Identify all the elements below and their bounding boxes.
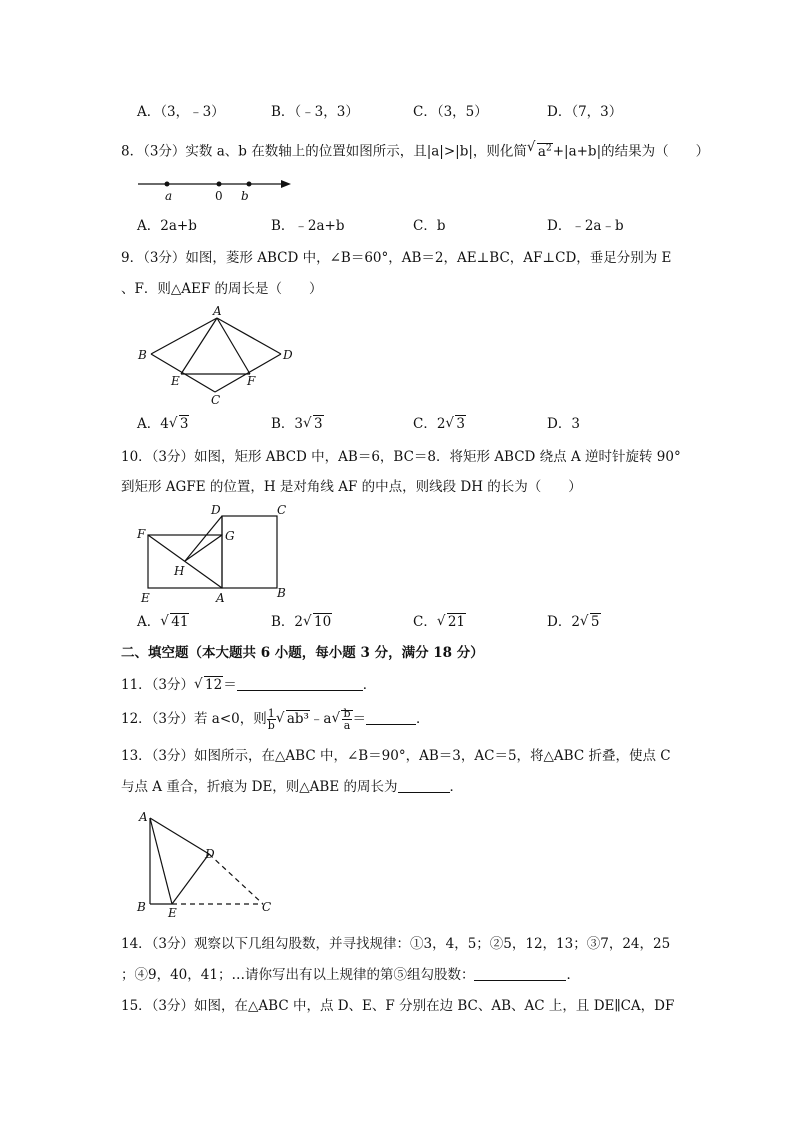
- q9-label-C: C: [211, 393, 221, 407]
- q13-line1: 13．（3分）如图所示，在△ABC 中，∠B＝90°，AB＝3，AC＝5，将△ABC 折叠，使点 C: [121, 748, 671, 764]
- q9-option-d: D．3: [547, 416, 580, 432]
- q8-option-c: C．b: [413, 218, 446, 234]
- q10-label-E: E: [141, 591, 150, 605]
- q12-middle: ﹣a: [309, 711, 332, 727]
- q11-prefix: 11．（3分）: [121, 677, 195, 693]
- q9-option-b-coef: B．3: [271, 416, 304, 432]
- q9-line2: 、F．则△AEF 的周长是（ ）: [121, 281, 323, 297]
- q9-option-a-coef: A．4: [137, 416, 169, 432]
- q9-line1: 9．（3分）如图，菱形 ABCD 中，∠B＝60°，AB＝2，AE⊥BC，AF⊥CD，垂足分别为 E: [121, 250, 672, 266]
- q8-suffix: +|a+b|的结果为（ ）: [552, 143, 710, 160]
- q12-denominator-2: a: [343, 719, 351, 732]
- q10-line1: 10．（3分）如图，矩形 ABCD 中，AB＝6，BC＝8．将矩形 ABCD 绕点 A 逆时针旋转 90°: [121, 449, 681, 465]
- q10-label-A: A: [216, 591, 225, 605]
- q14-line1: 14．（3分）观察以下几组勾股数，并寻找规律：①3，4，5；②5，12，13；③7，24，25: [121, 936, 671, 952]
- q12-denominator: b: [267, 719, 275, 732]
- q10-option-c-sqrt: [437, 612, 466, 632]
- q10-option-c: [413, 612, 466, 632]
- q14-line2-text: ；④9，40，41；…请你写出有以上规律的第⑤组勾股数：: [121, 967, 475, 983]
- q13-label-A: A: [139, 810, 148, 824]
- q10-rectangle-figure: [135, 503, 295, 603]
- q12-sqrt-1: [276, 705, 310, 733]
- q10-option-a: [137, 612, 189, 632]
- q9-rhombus-figure: [136, 305, 296, 405]
- q14-end: ．: [566, 967, 580, 983]
- q13-answer-blank[interactable]: [398, 778, 450, 793]
- q10-label-H: H: [174, 564, 185, 578]
- q8-label-b: b: [241, 189, 249, 203]
- q12-prefix: 12．（3分）若 a<0，则: [121, 711, 267, 727]
- q11-equals: ＝: [223, 677, 237, 693]
- q9-option-a: [137, 414, 189, 434]
- q10-label-F: F: [137, 527, 146, 541]
- q10-label-D: D: [211, 503, 221, 517]
- q10-label-G: G: [225, 529, 235, 543]
- q11-end: ．: [362, 677, 377, 693]
- q10-option-a-radicand: 41: [171, 614, 189, 630]
- q10-line2: 到矩形 AGFE 的位置，H 是对角线 AF 的中点，则线段 DH 的长为（ ）: [121, 479, 582, 495]
- q12-sqrt-2: [331, 705, 352, 733]
- q9-option-a-sqrt: [169, 414, 190, 434]
- q9-option-b-radicand: 3: [314, 416, 323, 432]
- q10-option-b: [271, 612, 332, 632]
- q8-option-b: B．﹣2a+b: [271, 218, 345, 234]
- q15-line1: 15．（3分）如图，在△ABC 中，点 D、E、F 分别在边 BC、AB、AC 上，且 DE∥CA，DF: [121, 998, 675, 1014]
- q9-label-E: E: [171, 374, 180, 388]
- q13-line2-text: 与点 A 重合，折痕为 DE，则△ABE 的周长为: [121, 779, 398, 795]
- q10-option-c-label: C．: [413, 614, 437, 630]
- section-2-heading: 二、填空题（本大题共 6 小题，每小题 3 分，满分 18 分）: [121, 645, 484, 661]
- q10-option-a-label: A．: [137, 614, 161, 630]
- q10-option-a-sqrt: [160, 612, 189, 632]
- q9-option-c-radicand: 3: [456, 416, 466, 432]
- q13-triangle-figure: [135, 808, 285, 918]
- q12: [121, 705, 430, 733]
- q10-option-c-radicand: 21: [447, 614, 466, 630]
- q9-label-F: F: [247, 374, 256, 388]
- q10-option-d-sqrt: [580, 612, 601, 632]
- q9-label-A: A: [213, 304, 222, 318]
- q10-option-b-sqrt: [303, 612, 332, 632]
- q10-label-C: C: [277, 503, 287, 517]
- q7-option-c: C．（3，5）: [413, 104, 488, 120]
- q8-stem: [121, 138, 709, 162]
- q12-answer-blank[interactable]: [366, 710, 416, 725]
- q13-label-D: D: [205, 847, 215, 861]
- q9-option-c-sqrt: [445, 414, 466, 434]
- q14-answer-blank[interactable]: [474, 966, 566, 981]
- q12-fraction: [267, 708, 276, 731]
- q11-answer-blank[interactable]: [237, 676, 363, 691]
- q10-option-d: [547, 612, 601, 632]
- q8-sqrt: [527, 138, 553, 162]
- q12-equals: ＝: [352, 711, 367, 727]
- q13-label-E: E: [168, 906, 177, 920]
- q11-sqrt: [194, 675, 223, 695]
- q9-label-B: B: [138, 348, 147, 362]
- q14-line2: [121, 965, 580, 985]
- q8-prefix: 8．（3分）实数 a、b 在数轴上的位置如图所示，且|a|>|b|，则化简: [121, 143, 527, 160]
- q12-end: ．: [416, 711, 430, 727]
- q9-option-b: [271, 414, 324, 434]
- q7-option-b: B．（﹣3，3）: [271, 104, 359, 120]
- q10-label-B: B: [277, 586, 286, 600]
- q8-exponent: 2: [545, 143, 552, 153]
- q8-radicand: a: [537, 143, 546, 160]
- q12-numerator-2: √ b: [343, 707, 351, 720]
- q12-numerator: 1: [267, 707, 275, 720]
- q7-option-a: A．（3，﹣3）: [137, 104, 225, 120]
- q13-label-B: B: [137, 900, 146, 914]
- q8-label-0: 0: [215, 189, 223, 203]
- q8-number-line: [135, 173, 295, 203]
- q8-option-a: A．2a+b: [137, 218, 197, 234]
- q11-radicand: 12: [205, 677, 223, 693]
- q8-option-d: D．﹣2a﹣b: [547, 218, 624, 234]
- q10-option-d-coef: D．2: [547, 614, 580, 630]
- q13-end: ．: [449, 779, 463, 795]
- q13-label-C: C: [262, 900, 272, 914]
- q9-option-a-radicand: 3: [179, 416, 189, 432]
- q9-option-c-coef: C．2: [413, 416, 446, 432]
- q7-option-d: D．（7，3）: [547, 104, 623, 120]
- q10-option-b-coef: B．2: [271, 614, 304, 630]
- q9-label-D: D: [283, 348, 293, 362]
- q13-line2: [121, 777, 463, 797]
- q12-fraction-2: [342, 708, 351, 731]
- q9-option-b-sqrt: [303, 414, 324, 434]
- q8-label-a: a: [165, 189, 173, 203]
- q10-option-b-radicand: 10: [314, 614, 332, 630]
- q9-option-c: [413, 414, 466, 434]
- q12-radicand-1: ab³: [286, 711, 309, 727]
- q10-option-d-radicand: 5: [590, 614, 600, 630]
- q11: [121, 675, 376, 695]
